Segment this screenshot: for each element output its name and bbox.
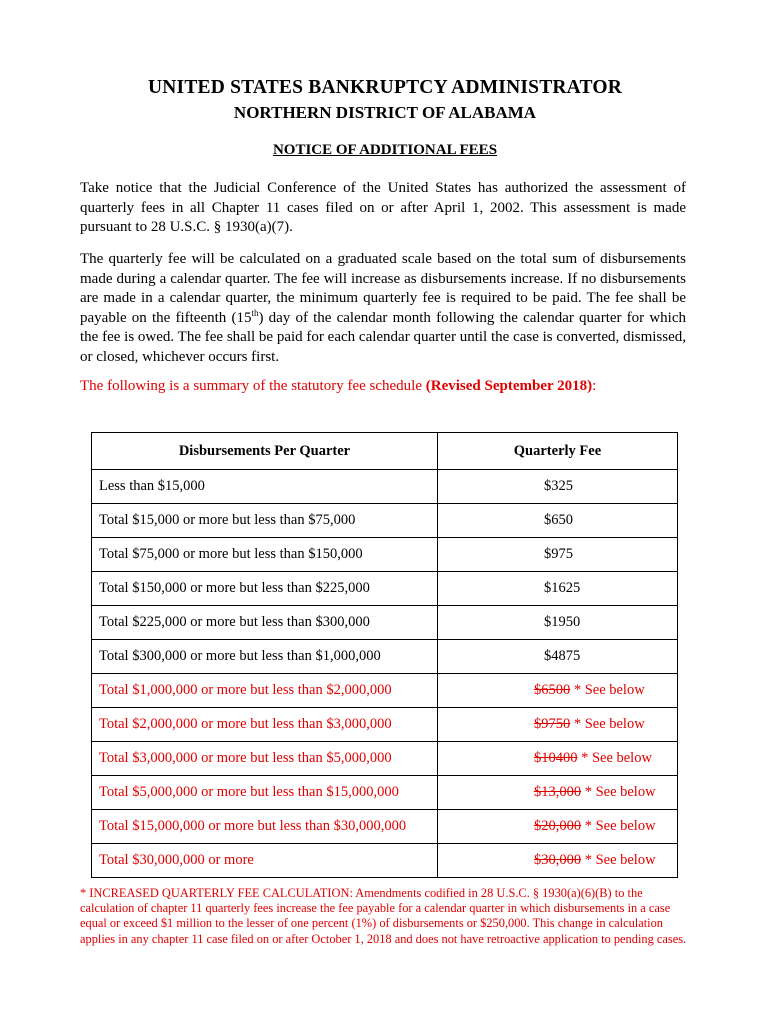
intro-paragraph: Take notice that the Judicial Conference of the United States has authorized the assessment of quarterly fees in all Chapter 11 cases filed on or after April 1, 2002. This assessment is made pursuant to 28 U.S.C. § 1930(a)(7). <box>80 180 686 236</box>
see-below-note: * See below <box>570 682 645 698</box>
column-header-disbursements: Disbursements Per Quarter <box>92 433 438 470</box>
fee-amount: $1625 <box>543 580 581 596</box>
see-below-note: * See below <box>581 818 656 834</box>
schedule-summary-line <box>80 378 700 395</box>
fee-calculation-paragraph <box>80 250 686 368</box>
disbursement-range-cell: Total $2,000,000 or more but less than $3,000,000 <box>92 708 438 742</box>
paragraph2-text-a: The quarterly fee will be calculated on a graduated scale based on the total sum of disbursements made during a calendar quarter. The fee will increase as disbursements increase. If no disbursements are made in a calendar quarter, the minimum quarterly fee is required to be paid. The fee shall be payable on the fifteenth (15 <box>80 251 686 326</box>
fee-amount: $325 <box>543 478 573 494</box>
fee-schedule-table <box>91 432 678 878</box>
table-header-row <box>92 433 678 470</box>
quarterly-fee-cell <box>437 538 677 572</box>
disbursement-range-cell: Total $225,000 or more but less than $300,000 <box>92 606 438 640</box>
disbursement-range-cell: Total $15,000,000 or more but less than $30,000,000 <box>92 810 438 844</box>
fee-amount: $13,000 <box>533 784 582 800</box>
quarterly-fee-cell <box>437 674 677 708</box>
quarterly-fee-cell <box>437 640 677 674</box>
summary-text: The following is a summary of the statutory fee schedule <box>80 378 426 394</box>
table-row <box>92 674 678 708</box>
disbursement-range-cell: Total $5,000,000 or more but less than $15,000,000 <box>92 776 438 810</box>
table-row <box>92 844 678 878</box>
quarterly-fee-cell <box>437 810 677 844</box>
table-row <box>92 470 678 504</box>
fee-amount: $20,000 <box>533 818 582 834</box>
disbursement-range-cell: Total $75,000 or more but less than $150,000 <box>92 538 438 572</box>
notice-heading: NOTICE OF ADDITIONAL FEES <box>272 142 498 158</box>
disbursement-range-cell: Less than $15,000 <box>92 470 438 504</box>
table-row <box>92 776 678 810</box>
paragraph2-superscript: th <box>251 307 259 318</box>
fee-amount: $4875 <box>543 648 581 664</box>
increased-fee-footnote: * INCREASED QUARTERLY FEE CALCULATION: Amendments codified in 28 U.S.C. § 1930(a)(6)(B) to the calculation of chapter 11 quarterly fees increase the fee payable for a calendar quarter in which disbursements in a case equal or exceed $1 million to the lesser of one percent (1%) of disbursements or $250,000. This change in calculation applies in any chapter 11 case filed on or after October 1, 2018 and does not have retroactive application to pending cases. <box>80 886 687 946</box>
fee-amount: $10400 <box>533 750 578 766</box>
paragraph2-text-b: ) day of the calendar month following the calendar quarter for which the fee is owed. The fee shall be paid for each calendar quarter until the case is converted, dismissed, or closed, whichever occurs first. <box>80 309 686 365</box>
table-row <box>92 708 678 742</box>
fee-amount: $6500 <box>533 682 571 698</box>
table-row <box>92 640 678 674</box>
disbursement-range-cell: Total $1,000,000 or more but less than $2,000,000 <box>92 674 438 708</box>
quarterly-fee-cell <box>437 776 677 810</box>
quarterly-fee-cell <box>437 708 677 742</box>
see-below-note: * See below <box>570 716 645 732</box>
table-row <box>92 742 678 776</box>
quarterly-fee-cell <box>437 504 677 538</box>
disbursement-range-cell: Total $30,000,000 or more <box>92 844 438 878</box>
table-row <box>92 810 678 844</box>
document-title: UNITED STATES BANKRUPTCY ADMINISTRATOR <box>147 77 623 98</box>
district-subtitle: NORTHERN DISTRICT OF ALABAMA <box>233 103 537 122</box>
table-row <box>92 504 678 538</box>
table-row <box>92 606 678 640</box>
quarterly-fee-cell <box>437 572 677 606</box>
disbursement-range-cell: Total $3,000,000 or more but less than $5,000,000 <box>92 742 438 776</box>
fee-amount: $9750 <box>533 716 571 732</box>
see-below-note: * See below <box>581 784 656 800</box>
table-row <box>92 538 678 572</box>
fee-amount: $30,000 <box>533 852 582 868</box>
fee-amount: $975 <box>543 546 573 562</box>
fee-amount: $1950 <box>543 614 581 630</box>
see-below-note: * See below <box>577 750 652 766</box>
fee-amount: $650 <box>543 512 573 528</box>
disbursement-range-cell: Total $15,000 or more but less than $75,000 <box>92 504 438 538</box>
disbursement-range-cell: Total $300,000 or more but less than $1,000,000 <box>92 640 438 674</box>
table-row <box>92 572 678 606</box>
revision-date: (Revised September 2018) <box>425 378 593 394</box>
quarterly-fee-cell <box>437 470 677 504</box>
column-header-fee: Quarterly Fee <box>437 433 677 470</box>
quarterly-fee-cell <box>437 606 677 640</box>
quarterly-fee-cell <box>437 742 677 776</box>
summary-colon: : <box>592 378 597 394</box>
see-below-note: * See below <box>581 852 656 868</box>
disbursement-range-cell: Total $150,000 or more but less than $225,000 <box>92 572 438 606</box>
quarterly-fee-cell <box>437 844 677 878</box>
